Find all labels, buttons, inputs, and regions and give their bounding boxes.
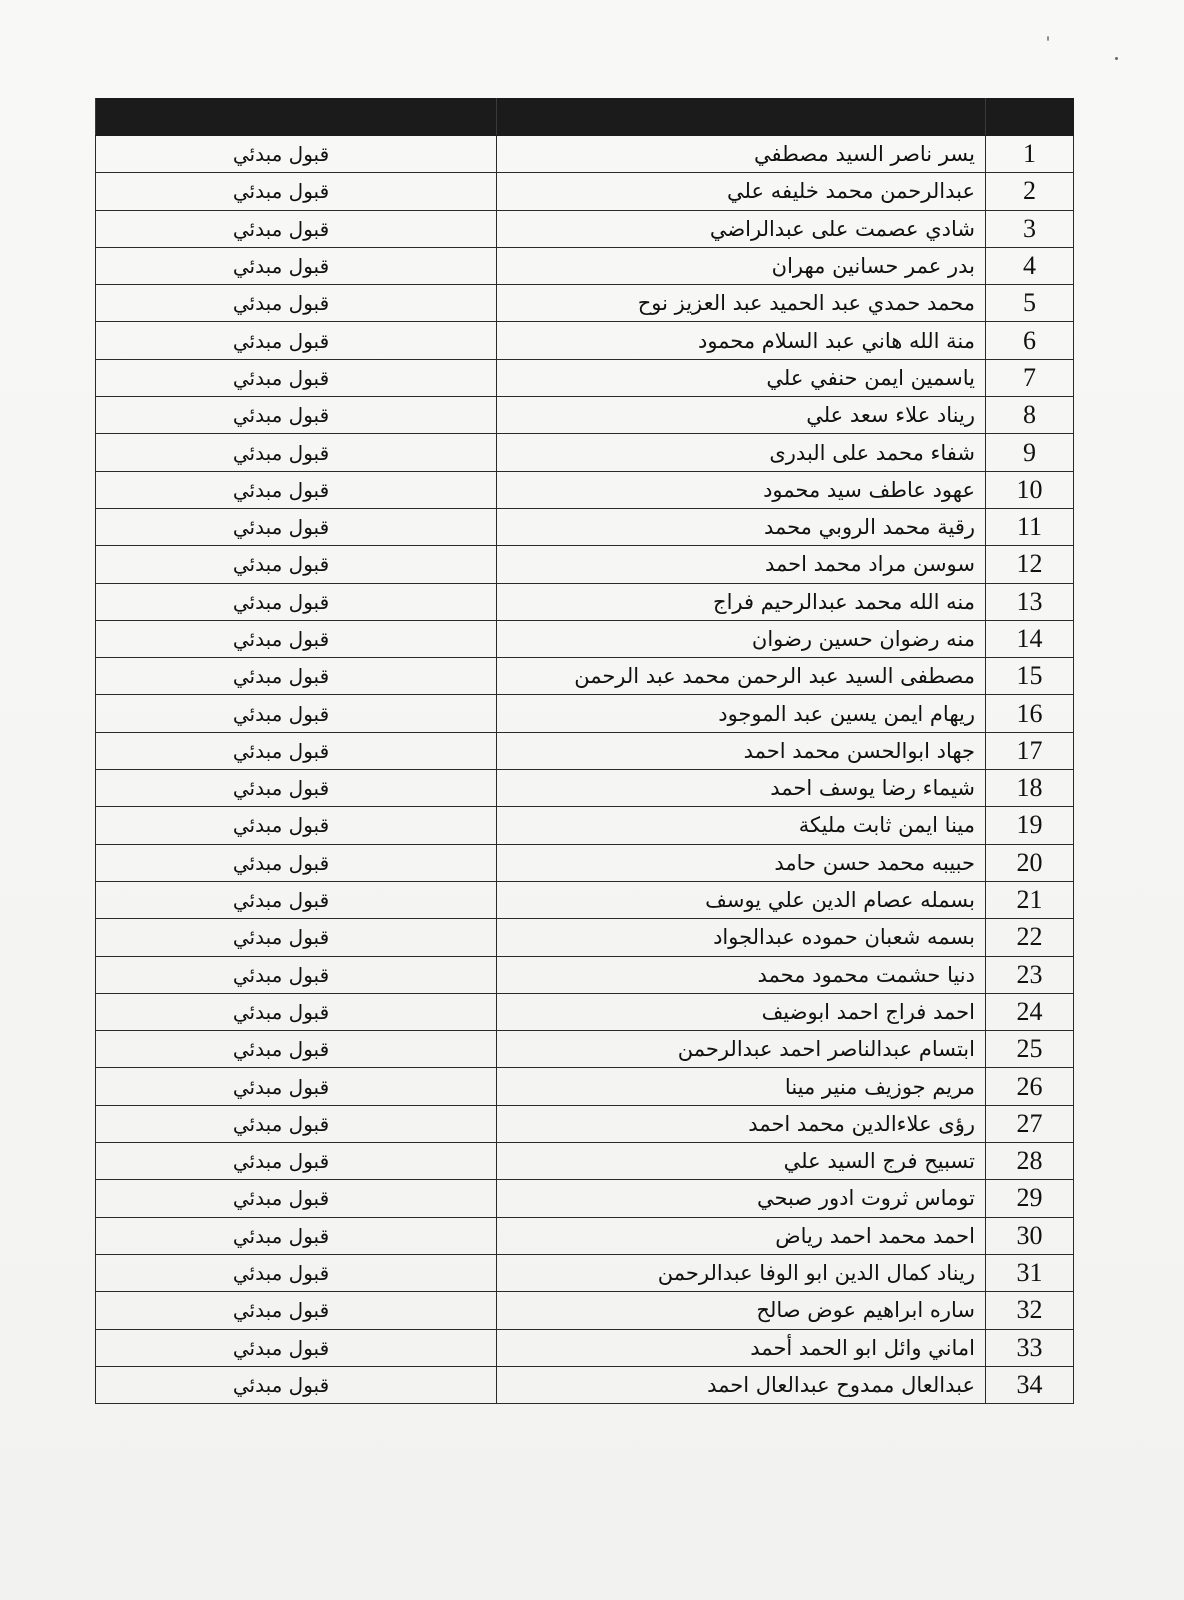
acceptance-status: قبول مبدئي xyxy=(96,285,497,322)
table-row xyxy=(96,1217,1074,1254)
student-name: ريناد كمال الدين ابو الوفا عبدالرحمن xyxy=(497,1254,986,1291)
row-number: 26 xyxy=(986,1068,1074,1105)
table-row xyxy=(96,210,1074,247)
student-name: عبدالعال ممدوح عبدالعال احمد xyxy=(497,1366,986,1403)
acceptance-status: قبول مبدئي xyxy=(96,881,497,918)
acceptance-status: قبول مبدئي xyxy=(96,807,497,844)
student-name: بسمه شعبان حموده عبدالجواد xyxy=(497,919,986,956)
row-number: 33 xyxy=(986,1329,1074,1366)
header-cell-status xyxy=(96,99,497,136)
table-row xyxy=(96,1180,1074,1217)
table-row xyxy=(96,397,1074,434)
table-row xyxy=(96,881,1074,918)
acceptance-status: قبول مبدئي xyxy=(96,770,497,807)
row-number: 9 xyxy=(986,434,1074,471)
student-name: عهود عاطف سيد محمود xyxy=(497,471,986,508)
acceptance-table xyxy=(95,98,1074,1404)
acceptance-status: قبول مبدئي xyxy=(96,1105,497,1142)
table-row xyxy=(96,322,1074,359)
acceptance-status: قبول مبدئي xyxy=(96,359,497,396)
table-row xyxy=(96,136,1074,173)
student-name: عبدالرحمن محمد خليفه علي xyxy=(497,173,986,210)
table-row xyxy=(96,620,1074,657)
row-number: 30 xyxy=(986,1217,1074,1254)
student-name: يسر ناصر السيد مصطفي xyxy=(497,136,986,173)
row-number: 17 xyxy=(986,732,1074,769)
row-number: 15 xyxy=(986,658,1074,695)
student-name: ساره ابراهيم عوض صالح xyxy=(497,1292,986,1329)
student-name: شادي عصمت على عبدالراضي xyxy=(497,210,986,247)
row-number: 19 xyxy=(986,807,1074,844)
student-name: احمد فراج احمد ابوضيف xyxy=(497,993,986,1030)
student-name: جهاد ابوالحسن محمد احمد xyxy=(497,732,986,769)
student-name: رقية محمد الروبي محمد xyxy=(497,508,986,545)
row-number: 22 xyxy=(986,919,1074,956)
row-number: 4 xyxy=(986,247,1074,284)
acceptance-status: قبول مبدئي xyxy=(96,471,497,508)
row-number: 13 xyxy=(986,583,1074,620)
table-row xyxy=(96,695,1074,732)
row-number: 29 xyxy=(986,1180,1074,1217)
student-name: حبيبه محمد حسن حامد xyxy=(497,844,986,881)
student-name: تسبيح فرج السيد علي xyxy=(497,1143,986,1180)
acceptance-status: قبول مبدئي xyxy=(96,397,497,434)
acceptance-status: قبول مبدئي xyxy=(96,322,497,359)
table-row xyxy=(96,546,1074,583)
table-row xyxy=(96,658,1074,695)
acceptance-status: قبول مبدئي xyxy=(96,993,497,1030)
row-number: 20 xyxy=(986,844,1074,881)
acceptance-status: قبول مبدئي xyxy=(96,1329,497,1366)
row-number: 16 xyxy=(986,695,1074,732)
table-row xyxy=(96,956,1074,993)
header-cell-number xyxy=(986,99,1074,136)
acceptance-status: قبول مبدئي xyxy=(96,956,497,993)
student-name: منة الله هاني عبد السلام محمود xyxy=(497,322,986,359)
row-number: 3 xyxy=(986,210,1074,247)
student-name: شيماء رضا يوسف احمد xyxy=(497,770,986,807)
row-number: 21 xyxy=(986,881,1074,918)
table-row xyxy=(96,1068,1074,1105)
acceptance-status: قبول مبدئي xyxy=(96,136,497,173)
acceptance-status: قبول مبدئي xyxy=(96,844,497,881)
student-name: ريناد علاء سعد علي xyxy=(497,397,986,434)
table-row xyxy=(96,1292,1074,1329)
scan-speck xyxy=(1047,36,1049,41)
acceptance-status: قبول مبدئي xyxy=(96,1068,497,1105)
row-number: 6 xyxy=(986,322,1074,359)
acceptance-status: قبول مبدئي xyxy=(96,1180,497,1217)
table-row xyxy=(96,1254,1074,1291)
acceptance-status: قبول مبدئي xyxy=(96,1031,497,1068)
acceptance-status: قبول مبدئي xyxy=(96,583,497,620)
acceptance-status: قبول مبدئي xyxy=(96,658,497,695)
table-row xyxy=(96,508,1074,545)
row-number: 31 xyxy=(986,1254,1074,1291)
student-name: ابتسام عبدالناصر احمد عبدالرحمن xyxy=(497,1031,986,1068)
table-row xyxy=(96,919,1074,956)
row-number: 23 xyxy=(986,956,1074,993)
table-row xyxy=(96,732,1074,769)
table-row xyxy=(96,844,1074,881)
student-name: بسمله عصام الدين علي يوسف xyxy=(497,881,986,918)
student-name: سوسن مراد محمد احمد xyxy=(497,546,986,583)
student-name: محمد حمدي عبد الحميد عبد العزيز نوح xyxy=(497,285,986,322)
table-row xyxy=(96,1366,1074,1403)
table-header xyxy=(96,99,1074,136)
table-row xyxy=(96,1329,1074,1366)
student-name: ريهام ايمن يسين عبد الموجود xyxy=(497,695,986,732)
row-number: 18 xyxy=(986,770,1074,807)
acceptance-status: قبول مبدئي xyxy=(96,1292,497,1329)
table-body xyxy=(96,136,1074,1404)
header-cell-name xyxy=(497,99,986,136)
acceptance-status: قبول مبدئي xyxy=(96,1217,497,1254)
row-number: 25 xyxy=(986,1031,1074,1068)
student-name: بدر عمر حسانين مهران xyxy=(497,247,986,284)
student-name: مينا ايمن ثابت مليكة xyxy=(497,807,986,844)
student-name: مريم جوزيف منير مينا xyxy=(497,1068,986,1105)
table-row xyxy=(96,993,1074,1030)
table-row xyxy=(96,807,1074,844)
student-name: شفاء محمد على البدرى xyxy=(497,434,986,471)
acceptance-status: قبول مبدئي xyxy=(96,173,497,210)
row-number: 2 xyxy=(986,173,1074,210)
acceptance-status: قبول مبدئي xyxy=(96,546,497,583)
table-row xyxy=(96,1143,1074,1180)
student-name: اماني وائل ابو الحمد أحمد xyxy=(497,1329,986,1366)
acceptance-status: قبول مبدئي xyxy=(96,247,497,284)
row-number: 27 xyxy=(986,1105,1074,1142)
student-name: منه الله محمد عبدالرحيم فراج xyxy=(497,583,986,620)
acceptance-status: قبول مبدئي xyxy=(96,732,497,769)
student-name: توماس ثروت ادور صبحي xyxy=(497,1180,986,1217)
row-number: 32 xyxy=(986,1292,1074,1329)
scan-speck xyxy=(1115,57,1118,60)
table-row xyxy=(96,434,1074,471)
acceptance-status: قبول مبدئي xyxy=(96,1143,497,1180)
row-number: 14 xyxy=(986,620,1074,657)
row-number: 5 xyxy=(986,285,1074,322)
acceptance-status: قبول مبدئي xyxy=(96,919,497,956)
student-name: رؤى علاءالدين محمد احمد xyxy=(497,1105,986,1142)
student-name: دنيا حشمت محمود محمد xyxy=(497,956,986,993)
table-row xyxy=(96,1105,1074,1142)
table-row xyxy=(96,359,1074,396)
table-row xyxy=(96,471,1074,508)
student-name: منه رضوان حسين رضوان xyxy=(497,620,986,657)
table-row xyxy=(96,583,1074,620)
table-row xyxy=(96,1031,1074,1068)
acceptance-status: قبول مبدئي xyxy=(96,210,497,247)
header-row xyxy=(96,99,1074,136)
table-row xyxy=(96,173,1074,210)
acceptance-status: قبول مبدئي xyxy=(96,1366,497,1403)
row-number: 1 xyxy=(986,136,1074,173)
student-name: ياسمين ايمن حنفي علي xyxy=(497,359,986,396)
table-row xyxy=(96,285,1074,322)
row-number: 24 xyxy=(986,993,1074,1030)
table-row xyxy=(96,247,1074,284)
row-number: 8 xyxy=(986,397,1074,434)
row-number: 7 xyxy=(986,359,1074,396)
row-number: 34 xyxy=(986,1366,1074,1403)
row-number: 28 xyxy=(986,1143,1074,1180)
row-number: 10 xyxy=(986,471,1074,508)
row-number: 12 xyxy=(986,546,1074,583)
student-name: مصطفى السيد عبد الرحمن محمد عبد الرحمن xyxy=(497,658,986,695)
acceptance-status: قبول مبدئي xyxy=(96,508,497,545)
student-name: احمد محمد احمد رياض xyxy=(497,1217,986,1254)
acceptance-status: قبول مبدئي xyxy=(96,695,497,732)
acceptance-status: قبول مبدئي xyxy=(96,620,497,657)
acceptance-status: قبول مبدئي xyxy=(96,434,497,471)
table-row xyxy=(96,770,1074,807)
acceptance-status: قبول مبدئي xyxy=(96,1254,497,1291)
row-number: 11 xyxy=(986,508,1074,545)
